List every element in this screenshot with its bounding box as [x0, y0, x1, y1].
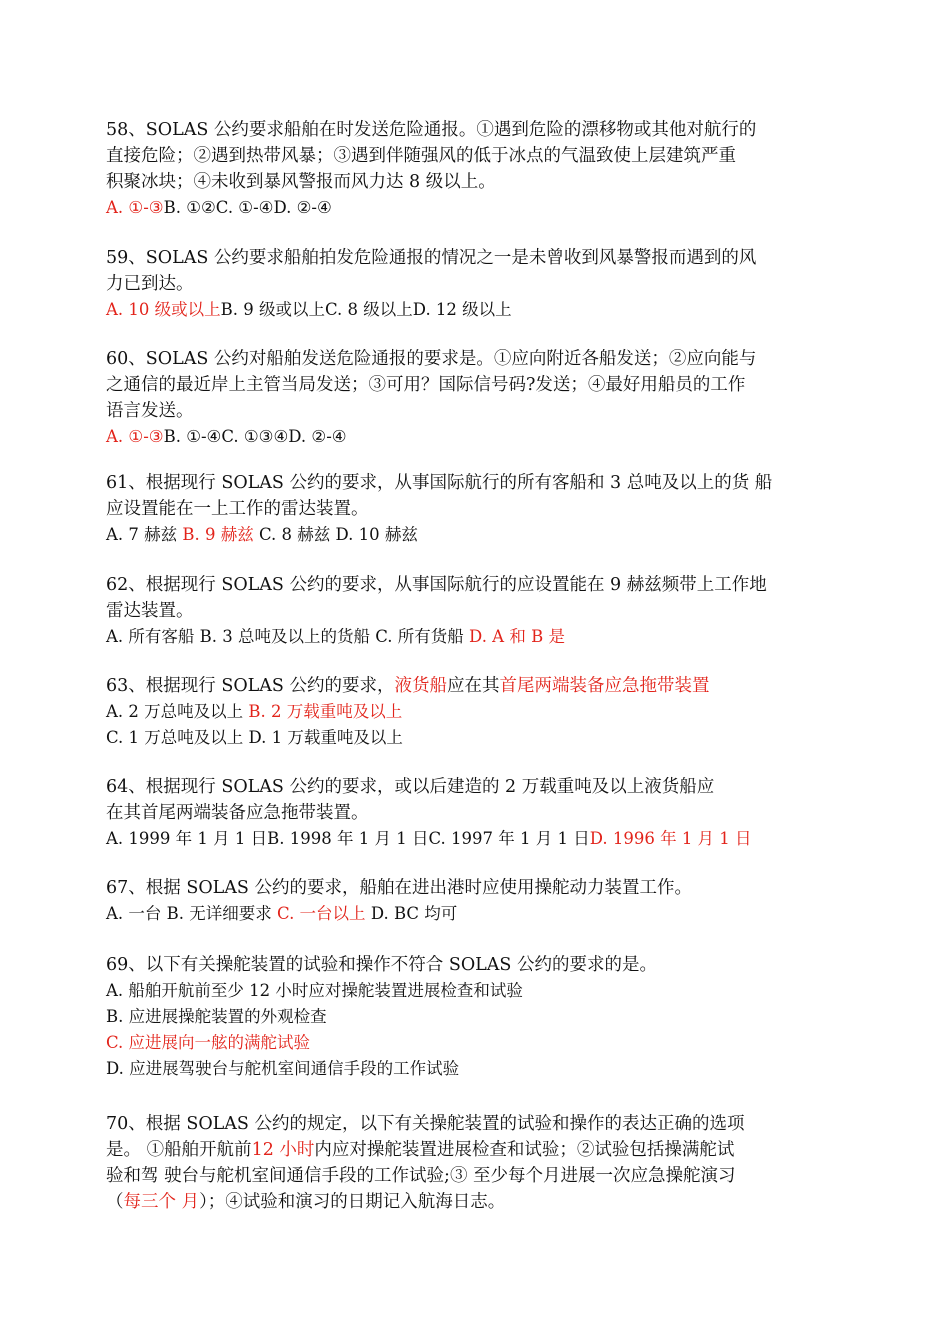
option-a: A. 1999 年 1 月 1 日 [106, 829, 268, 848]
question-stem-line: 直接危险；②遇到热带风暴；③遇到伴随强风的低于冰点的气温致使上层建筑严重 [106, 146, 736, 166]
option-b: B. 3 总吨及以上的货船 [199, 627, 376, 646]
question-stem-line [106, 1189, 854, 1215]
option-b-correct: B. 2 万载重吨及以上 [248, 702, 403, 721]
option-a-correct: A. ①-③ [106, 427, 164, 446]
question-70 [106, 1111, 854, 1215]
question-stem-line: 雷达装置。 [106, 601, 194, 621]
option-c: C. 8 级以上 [325, 300, 413, 319]
option-c: C. ①③④ [221, 427, 289, 446]
stem-highlight: 液货船 [394, 676, 447, 696]
question-stem-line: 61、根据现行 SOLAS 公约的要求，从事国际航行的所有客船和 3 总吨及以上的货 船 [106, 473, 773, 493]
options-line [106, 195, 854, 221]
option-a-correct: A. ①-③ [106, 198, 164, 217]
option-a: A. 7 赫兹 [106, 525, 183, 544]
question-stem-line: 67、根据 SOLAS 公约的要求，船舶在进出港时应使用操舵动力装置工作。 [106, 878, 692, 898]
stem-text: 内应对操舵装置进展检查和试验；②试验包括操满舵试 [314, 1140, 735, 1160]
stem-highlight: 首尾两端装备应急拖带装置 [499, 676, 710, 696]
option-a: A. 所有客船 [106, 627, 200, 646]
question-stem-line: 64、根据现行 SOLAS 公约的要求，或以后建造的 2 万载重吨及以上液货船应 [106, 777, 715, 797]
question-63 [106, 673, 854, 751]
option-d: D. ②-④ [288, 427, 347, 446]
option-d-correct: D. 1996 年 1 月 1 日 [589, 829, 752, 848]
option-a: A. 2 万总吨及以上 [106, 702, 249, 721]
question-stem-line: 在其首尾两端装备应急拖带装置。 [106, 803, 369, 823]
option-d: D. 应进展驾驶台与舵机室间通信手段的工作试验 [106, 1059, 460, 1078]
option-d: D. 12 级以上 [412, 300, 512, 319]
question-stem-line: 验和驾 驶台与舵机室间通信手段的工作试验;③ 至少每个月进展一次应急操舵演习 [106, 1166, 736, 1186]
option-b: B. ①② [163, 198, 216, 217]
stem-highlight: 12 小时 [251, 1140, 315, 1160]
options-line [106, 424, 854, 450]
option-b: B. 应进展操舵装置的外观检查 [106, 1007, 327, 1026]
option-d-correct: D. A 和 B 是 [469, 627, 565, 646]
option-a: A. 一台 [106, 904, 167, 923]
option-c: C. 所有货船 [375, 627, 470, 646]
stem-text: 是。 ①船舶开航前 [106, 1140, 252, 1160]
option-c: C. ①-④ [215, 198, 274, 217]
question-58 [106, 117, 854, 221]
option-d: D. 10 赫兹 [335, 525, 418, 544]
option-c-correct: C. 应进展向一舷的满舵试验 [106, 1033, 311, 1052]
question-62 [106, 572, 854, 650]
question-61 [106, 470, 854, 548]
question-stem-line: 之通信的最近岸上主管当局发送；③可用？国际信号码?发送；④最好用船员的工作 [106, 375, 746, 395]
option-b: B. 无详细要求 [166, 904, 278, 923]
question-60 [106, 346, 854, 450]
question-stem-line [106, 1137, 854, 1163]
question-stem-line: 60、SOLAS 公约对船舶发送危险通报的要求是。①应向附近各船发送；②应向能与 [106, 349, 757, 369]
options-line [106, 297, 854, 323]
options-line [106, 624, 854, 650]
option-b: B. 1998 年 1 月 1 日 [267, 829, 429, 848]
options-line [106, 826, 854, 852]
stem-text: 应在其 [446, 676, 500, 696]
stem-text: （ [106, 1192, 124, 1212]
question-stem-line: 积聚冰块；④未收到暴风警报而风力达 8 级以上。 [106, 172, 496, 192]
stem-text: 63、根据现行 SOLAS 公约的要求， [106, 676, 395, 696]
options-line [106, 725, 854, 751]
question-67 [106, 875, 854, 927]
option-c-correct: C. 一台以上 [277, 904, 371, 923]
question-stem-line: 语言发送。 [106, 401, 194, 421]
option-a: A. 船舶开航前至少 12 小时应对操舵装置进展检查和试验 [106, 981, 523, 1000]
question-stem-line: 70、根据 SOLAS 公约的规定，以下有关操舵装置的试验和操作的表达正确的选项 [106, 1114, 745, 1134]
options-line [106, 522, 854, 548]
question-stem-line: 59、SOLAS 公约要求船舶拍发危险通报的情况之一是未曾收到风暴警报而遇到的风 [106, 248, 757, 268]
options-line [106, 699, 854, 725]
option-d: D. ②-④ [273, 198, 332, 217]
question-69 [106, 952, 854, 1082]
option-b-correct: B. 9 赫兹 [182, 525, 260, 544]
question-stem-line: 69、以下有关操舵装置的试验和操作不符合 SOLAS 公约的要求的是。 [106, 955, 657, 975]
option-d: D. 1 万载重吨及以上 [248, 728, 403, 747]
option-d: D. BC 均可 [370, 904, 458, 923]
option-c: C. 1 万总吨及以上 [106, 728, 249, 747]
stem-text: ）；④试验和演习的日期记入航海日志。 [199, 1192, 506, 1212]
option-c: C. 1997 年 1 月 1 日 [428, 829, 590, 848]
question-59 [106, 245, 854, 323]
option-c: C. 8 赫兹 [259, 525, 336, 544]
question-stem-line [106, 673, 854, 699]
options-line [106, 901, 854, 927]
question-64 [106, 774, 854, 852]
option-a-correct: A. 10 级或以上 [106, 300, 221, 319]
question-stem-line: 应设置能在一上工作的雷达装置。 [106, 499, 369, 519]
question-stem-line: 58、SOLAS 公约要求船舶在时发送危险通报。①遇到危险的漂移物或其他对航行的 [106, 120, 757, 140]
question-stem-line: 力已到达。 [106, 274, 194, 294]
option-b: B. 9 级或以上 [220, 300, 326, 319]
question-stem-line: 62、根据现行 SOLAS 公约的要求，从事国际航行的应设置能在 9 赫兹频带上工作地 [106, 575, 767, 595]
stem-highlight: 每三个 月 [123, 1192, 200, 1212]
option-b: B. ①-④ [163, 427, 222, 446]
